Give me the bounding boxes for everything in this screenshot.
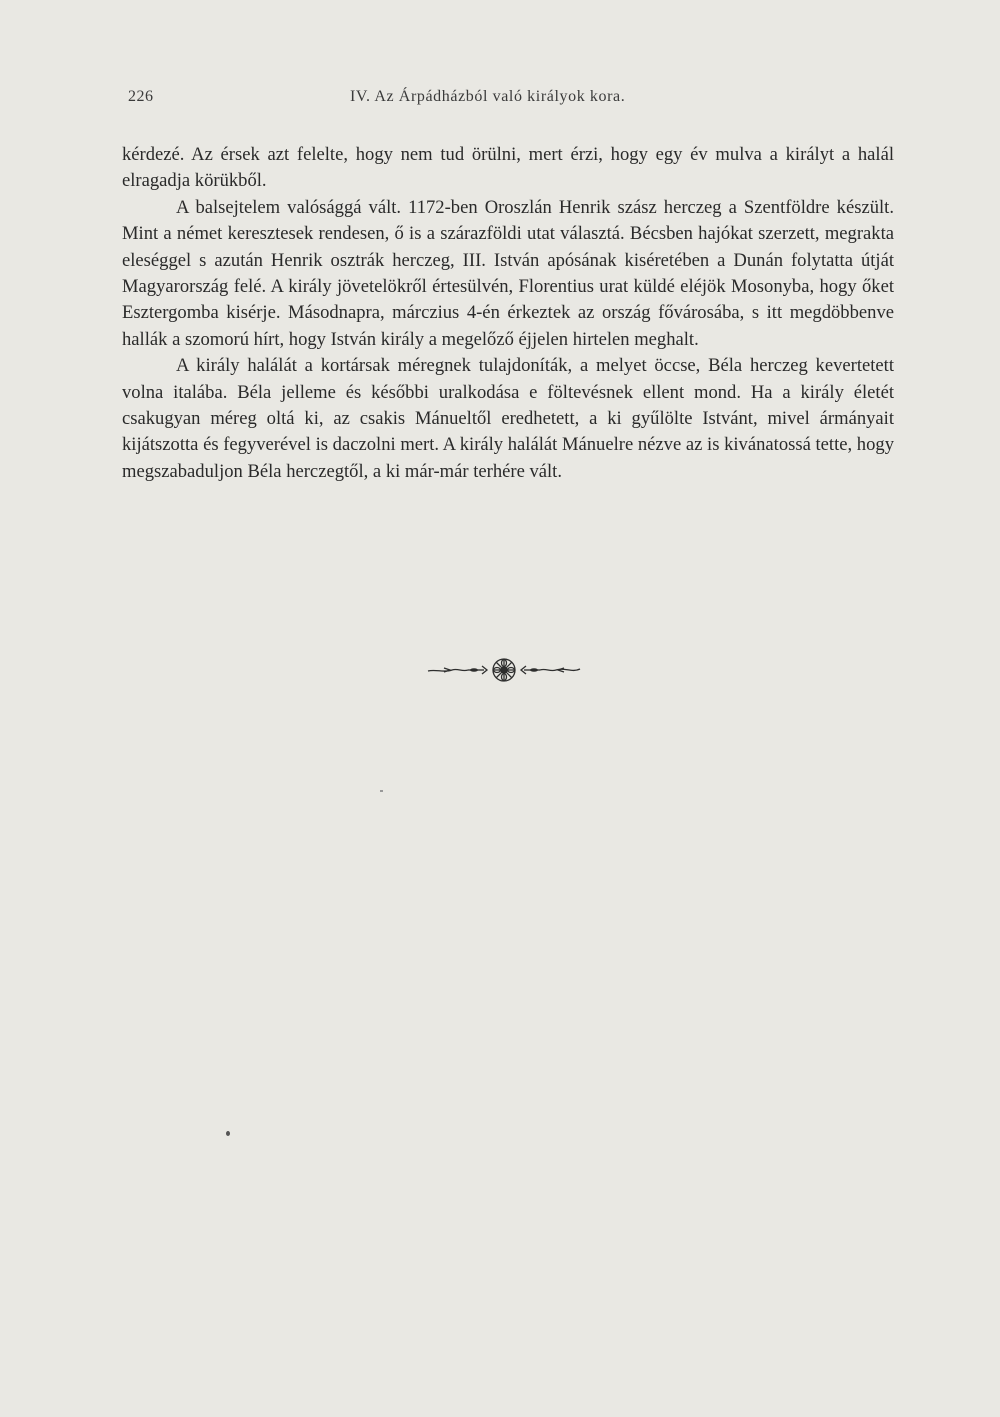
paragraph: A balsejtelem valósággá vált. 1172-ben Oroszlán Henrik szász herczeg a Szentföldre készült. Mint a német keresztesek rendesen, ő is a szárazföldi utat választá. Bécsben hajókat szerzett, megrakta eleséggel s azután Henrik osztrák herczeg, III. István apósának kiséretében a Dunán folytatta útját Magyarország felé. A király jövetelökről értesülvén, Florentius urat küldé eléjök Mosonyba, hogy őket Esztergomba kisérje. Másodnapra, márczius 4-én érkeztek az ország fővárosába, s itt megdöbbenve hallák a szomorú hírt, hogy István király a megelőző éjjelen hirtelen meghalt. bbox=[122, 196, 894, 350]
paragraph-continuation: kérdezé. Az érsek azt felelte, hogy nem tud örülni, mert érzi, hogy egy év mulva a királyt a halál elragadja körükből. bbox=[122, 144, 894, 192]
body-text bbox=[122, 142, 894, 485]
page-number: 226 bbox=[128, 88, 154, 105]
ink-speck bbox=[380, 790, 383, 792]
page-header bbox=[128, 88, 894, 118]
paragraph: A király halálát a kortársak méregnek tulajdoníták, a melyet öccse, Béla herczeg kevertetett volna italába. Béla jelleme és későbbi uralkodása e föltevésnek ellent mond. Ha a király életét csakugyan méreg oltá ki, az csakis Mánueltől eredhetett, a ki gyűlölte Istvánt, mivel ármányait kijátszotta és fegyverével is daczolni mert. A király halálát Mánuelre nézve az is kivánatossá tette, hogy megszabaduljon Béla herczegtől, a ki már-már terhére vált. bbox=[122, 355, 894, 482]
ink-speck bbox=[226, 1131, 230, 1136]
floral-tailpiece-icon bbox=[426, 652, 582, 686]
running-head-title: IV. Az Árpádházból való királyok kora. bbox=[350, 88, 626, 105]
